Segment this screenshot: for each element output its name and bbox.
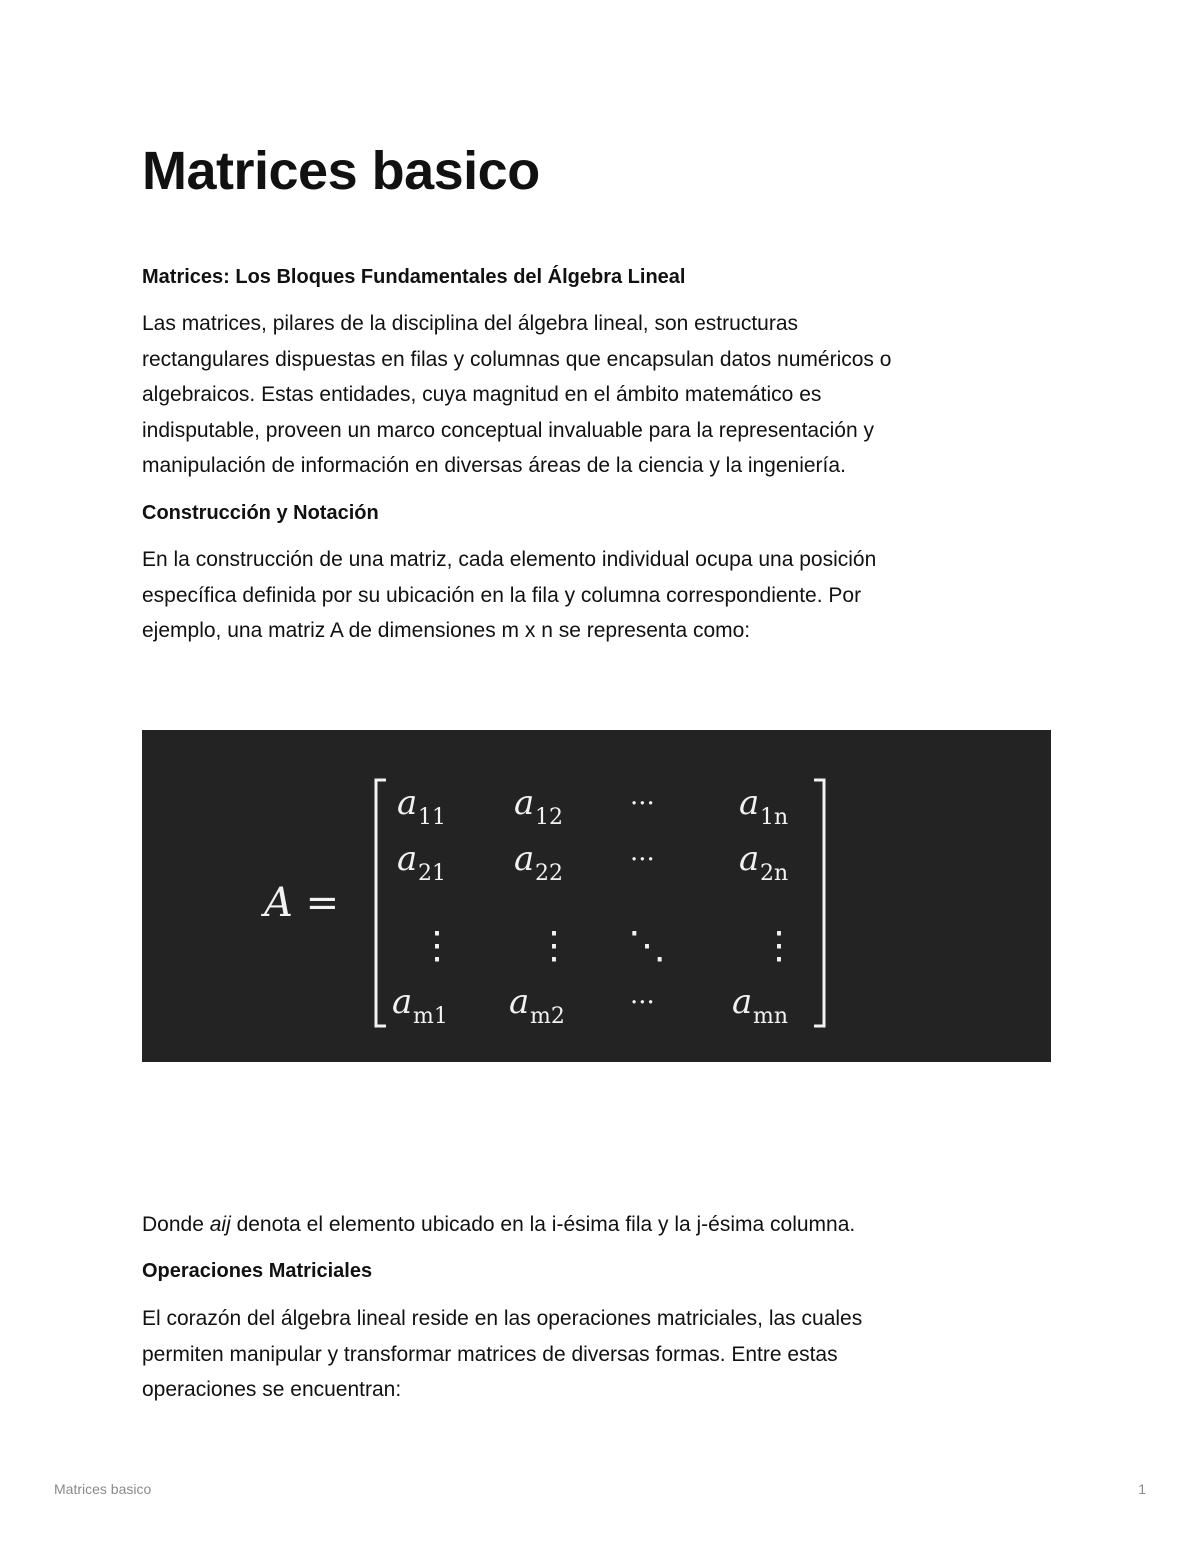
paragraph-operaciones xyxy=(142,1301,1062,1408)
matrix-subscript: 2n xyxy=(760,861,789,886)
page-title: Matrices basico xyxy=(142,141,540,201)
paragraph-intro xyxy=(142,306,1062,484)
matrix-vdots: ⋮ xyxy=(535,923,573,967)
matrix-dots: ··· xyxy=(630,988,655,1018)
matrix-subscript: 1n xyxy=(760,805,789,830)
matrix-subscript: mn xyxy=(753,1004,789,1029)
matrix-entry: a xyxy=(397,839,418,879)
footer-page-number: 1 xyxy=(1138,1481,1146,1497)
paragraph-line: operaciones se encuentran: xyxy=(142,1378,402,1401)
matrix-lhs: A = xyxy=(264,880,340,926)
matrix-vdots: ⋮ xyxy=(760,923,798,967)
matrix-ddots: ⋱ xyxy=(628,923,666,967)
paragraph-line: manipulación de información en diversas áreas de la ciencia y la ingeniería. xyxy=(142,454,846,477)
matrix-entry: a xyxy=(514,839,535,879)
matrix-entry: a xyxy=(739,839,760,879)
matrix-entry: a xyxy=(509,982,530,1022)
matrix-vdots: ⋮ xyxy=(418,923,456,967)
matrix-entry: a xyxy=(739,783,760,823)
paragraph-line: específica definida por su ubicación en la fila y columna correspondiente. Por xyxy=(142,583,862,607)
aij-after: denota el elemento ubicado en la i-ésima fila y la j-ésima columna. xyxy=(230,1213,856,1236)
matrix-dots: ··· xyxy=(630,845,655,875)
footer-doc-name: Matrices basico xyxy=(54,1481,152,1497)
matrix-entry: a xyxy=(392,982,413,1022)
matrix-subscript: m2 xyxy=(530,1004,565,1029)
aij-symbol: aij xyxy=(209,1213,231,1236)
paragraph-line: permiten manipular y transformar matrices de diversas formas. Entre estas xyxy=(142,1342,838,1366)
matrix-subscript: 22 xyxy=(535,861,563,886)
paragraph-line: algebraicos. Estas entidades, cuya magnitud en el ámbito matemático es xyxy=(142,383,822,406)
paragraph-aij xyxy=(142,1207,1062,1243)
matrix-dots: ··· xyxy=(630,789,655,819)
paragraph-line: indisputable, proveen un marco conceptual invaluable para la representación y xyxy=(142,418,874,442)
paragraph-line: ejemplo, una matriz A de dimensiones m x n se representa como: xyxy=(142,619,751,642)
matrix-subscript: m1 xyxy=(413,1004,448,1029)
left-bracket xyxy=(376,780,386,1026)
paragraph-construccion xyxy=(142,542,1062,649)
matrix-entry: a xyxy=(732,982,753,1022)
matrix-entry: a xyxy=(397,783,418,823)
matrix-subscript: 12 xyxy=(535,805,563,830)
matrix-entry: a xyxy=(514,783,535,823)
paragraph-line: En la construcción de una matriz, cada elemento individual ocupa una posición xyxy=(142,548,877,571)
section-heading-matrices: Matrices: Los Bloques Fundamentales del Álgebra Lineal xyxy=(142,266,686,288)
aij-before: Donde xyxy=(142,1213,210,1236)
paragraph-line: rectangulares dispuestas en filas y columnas que encapsulan datos numéricos o xyxy=(142,347,892,371)
section-heading-construccion: Construcción y Notación xyxy=(142,502,379,524)
matrix-image xyxy=(142,730,1051,1062)
matrix-formula xyxy=(142,730,1051,1062)
matrix-subscript: 11 xyxy=(418,805,446,830)
matrix-subscript: 21 xyxy=(418,861,446,886)
paragraph-line: Las matrices, pilares de la disciplina del álgebra lineal, son estructuras xyxy=(142,312,799,335)
right-bracket xyxy=(814,780,824,1026)
paragraph-line: El corazón del álgebra lineal reside en las operaciones matriciales, las cuales xyxy=(142,1307,863,1330)
section-heading-operaciones: Operaciones Matriciales xyxy=(142,1260,373,1282)
